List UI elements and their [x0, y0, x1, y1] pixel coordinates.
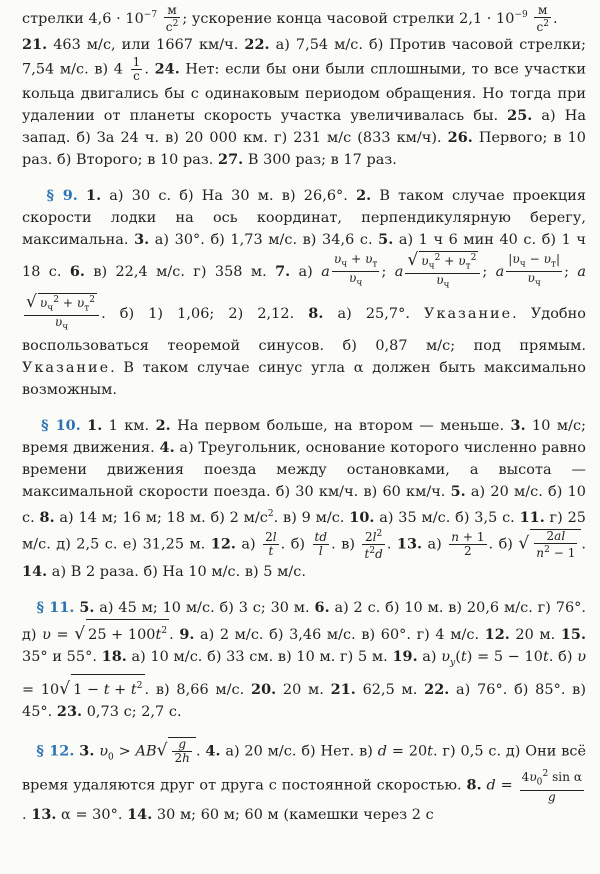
section-11-heading: § 11.: [36, 599, 75, 617]
section-9: § 9. 1. а) 30 с. б) На 30 м. в) 26,6°. 2. В таком случае проекция скорости лодки на ось координат, перпендикулярную берегу, максимальна. 3. а) 30°. б) 1,73 м/с. в) 34,6 с. 5. а) 1 ч 6 мин 40 с. б) 1 ч 18 с. 6. в) 22,4 м/с. г) 358 м. 7. а) a $\frac{\upsilon_ч + \upsilon_т}{\upsilon_ч}$ ; a $\frac{√ \upsilon_ч^2 + \upsilon_т^2}{\upsilon_ч}$ ; a $\frac{|\upsilon_ч - \upsilon_т|}{\upsilon_ч}$ ; a $\frac{√ \upsilon_ч^2 + \upsilon_т^2}{\upsilon_ч}$ . б) 1) 1,06; 2) 2,12. 8. а) 25,7°. Указание. Удобно воспользоваться теоремой синусов. б) 0,87 м/с; под прямым. Указание. В таком случае синус угла α должен быть максимально возможным.: [22, 187, 587, 398]
section-10-heading: § 10.: [41, 416, 81, 434]
answers-21-27: 21. 463 м/с, или 1667 км/ч. 22. а) 7,54 м/с. б) Против часовой стрелки; 7,54 м/с. в) 4 $\frac{1}{с}$ . 24. Нет: если бы они были сплошными, то все участки кольца двигались бы с одинаковым периодом обращения. Но тогда при удалении от планеты скорость участка увеличивалась бы. 25. а) На запад. б) За 24 ч. в) 20 000 км. г) 231 м/с (833 км/ч). 26. Первого; в 10 раз. б) Второго; в 10 раз. 27. В 300 раз; в 17 раз.: [22, 36, 586, 168]
section-10: § 10. 1. 1 км. 2. На первом больше, на втором — меньше. 3. 10 м/с; время движения. 4. а) Треугольник, основание которого численно равно времени движения поезда между остановками, а высота — максимальной скорости поезда. б) 30 км/ч. в) 60 км/ч. 5. а) 20 м/с. б) 10 с. 8. а) 14 м; 16 м; 18 м. б) 2 $м/с^2$. в) 9 м/с. 10. а) 35 м/с. б) 3,5 с. 11. г) 25 м/с. д) 2,5 с. е) 31,25 м. 12. а) $\frac{2l}{t}$ . б) $\frac{td}{l}$ . в) $\frac{2l^2}{t^2d}$ . 13. а) $\frac{n + 1}{2}$ . б) √ $\frac{2al}{n^2 - 1}$ . 14. а) В 2 раза. б) На 10 м/с. в) 5 м/с.: [22, 416, 587, 581]
section-9-heading: § 9.: [46, 187, 78, 204]
section-11: § 11. 5. а) 45 м; 10 м/с. б) 3 с; 30 м. 6. а) 2 с. б) 10 м. в) 20,6 м/с. г) 76°. д) υ = √ $25 + 100t^2$ . 9. а) 2 м/с. б) 3,46 м/с. в) 60°. г) 4 м/с. 12. 20 м. 15. 35° и 55°. 18. а) 10 м/с. б) 33 см. в) 10 м. г) 5 м. 19. а) $\upsilon_y(t) = 5 - 10t$. б) υ = 10√ $1 - t + t^2$ . в) 8,66 м/с. 20. 20 м. 21. 62,5 м. 22. а) 76°. б) 85°. в) 45°. 23. 0,73 с; 2,7 с.: [22, 599, 587, 720]
line-top: стрелки $4,6 \cdot 10^{-7}$ $\frac{м}{с^2}$ ; ускорение конца часовой стрелки $2,1 \cdot 10^{-9}$ $\frac{м}{с^2}$ .: [22, 3, 558, 34]
section-12-heading: § 12.: [36, 742, 75, 760]
section-12: § 12. 3. $\upsilon_0 > AB√$ $\frac{g}{2h}$ . 4. а) 20 м/с. б) Нет. в) d = 20t. г) 0,5 с. д) Они всё время удаляются друг от друга с постоянной скоростью. 8. d = $\frac{4\upsilon_0^2 \sin \alpha}{g}$ . 13. α = 30°. 14. 30 м; 60 м; 60 м (камешки через 2 с: [22, 736, 587, 823]
